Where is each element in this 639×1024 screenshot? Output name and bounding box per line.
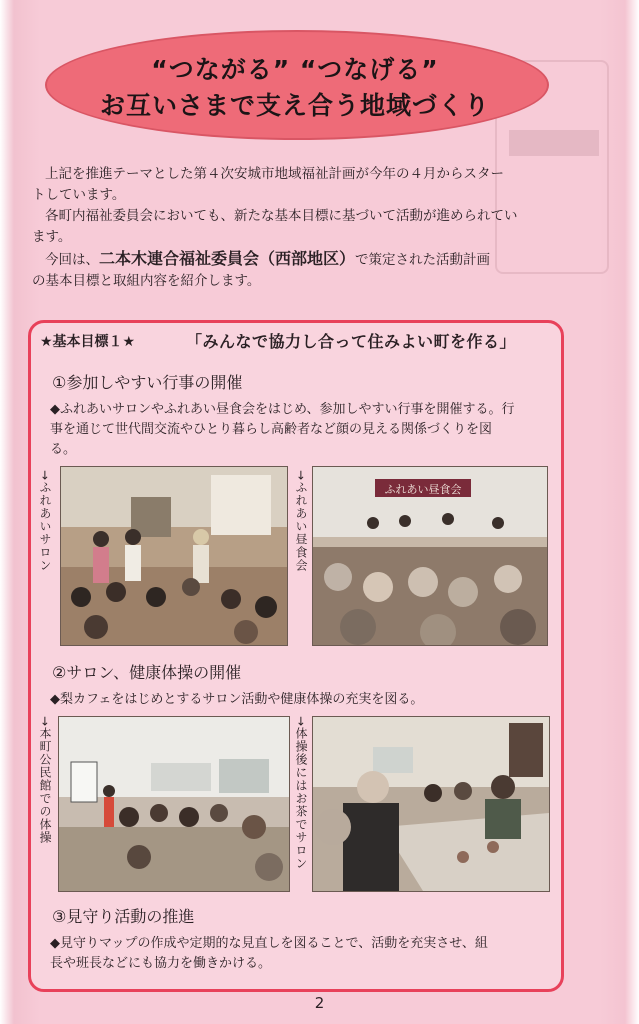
photo-caption-salon: →ふれあいサロン xyxy=(38,470,52,573)
lunch-banner-text: ふれあい昼食会 xyxy=(384,483,462,496)
exercise-photo-graphic xyxy=(59,717,289,891)
intro-p3-start: 今回は、 xyxy=(45,252,99,268)
intro-p3-line1 xyxy=(32,248,577,271)
intro-p1-line1: 上記を推進テーマとした第４次安城市地域福祉計画が今年の４月からスター xyxy=(45,166,504,182)
goal-title: 「みんなで協力し合って住みよい町を作る」 xyxy=(186,332,517,351)
photo-fureai-salon xyxy=(60,466,288,646)
section-3-bullet-line1: ◆見守りマップの作成や定期的な見直しを図ることで、活動を充実させ、組 xyxy=(50,936,488,951)
section-3-bullet-line2: 長や班長などにも協力を働きかける。 xyxy=(50,956,272,971)
intro-text xyxy=(32,164,577,292)
section-2-bullet: ◆梨カフェをはじめとするサロン活動や健康体操の充実を図る。 xyxy=(50,692,424,707)
intro-p2-line2: ます。 xyxy=(32,229,72,245)
photo-community-exercise xyxy=(58,716,290,892)
intro-p1-line2: トしています。 xyxy=(32,187,126,203)
goal-heading: ★基本目標１★ xyxy=(40,334,136,350)
intro-p2-line1: 各町内福祉委員会においても、新たな基本目標に基づいて活動が進められてい xyxy=(45,208,518,224)
section-3-bullet xyxy=(50,934,571,974)
section-1-bullet-line1: ◆ふれあいサロンやふれあい昼食会をはじめ、参加しやすい行事を開催する。行 xyxy=(50,402,515,417)
photo-caption-lunch: →ふれあい昼食会 xyxy=(294,470,308,573)
photo-tea-salon xyxy=(312,716,550,892)
intro-p3-end: で策定された活動計画 xyxy=(355,252,491,268)
intro-p3-line2: の基本目標と取組内容を紹介します。 xyxy=(32,273,261,289)
section-2-title: ②サロン、健康体操の開催 xyxy=(52,663,242,682)
section-1-bullet xyxy=(50,400,571,460)
salon-photo-graphic xyxy=(61,467,287,645)
slogan-line-1: “つながる” “つなげる” xyxy=(151,55,439,84)
photo-caption-tea: →体操後にはお茶でサロン xyxy=(294,716,308,871)
lunch-photo-graphic xyxy=(313,467,547,645)
section-1-title: ①参加しやすい行事の開催 xyxy=(52,373,243,392)
section-1-bullet-line2: 事を通じて世代間交流やひとり暮らし高齢者など顔の見える関係づくりを図 xyxy=(50,422,493,437)
background-poster-band xyxy=(509,130,599,156)
tea-photo-graphic xyxy=(313,717,549,891)
page-number: 2 xyxy=(314,994,325,1012)
slogan-line-2: お互いさまで支え合う地域づくり xyxy=(99,91,490,120)
photo-caption-exercise: →本町公民館での体操 xyxy=(38,716,52,845)
photo-fureai-lunch xyxy=(312,466,548,646)
section-1-bullet-line3: る。 xyxy=(50,442,77,457)
intro-p3-emphasis: 二本木連合福祉委員会（西部地区） xyxy=(99,249,356,268)
section-3-title: ③見守り活動の推進 xyxy=(52,907,195,926)
